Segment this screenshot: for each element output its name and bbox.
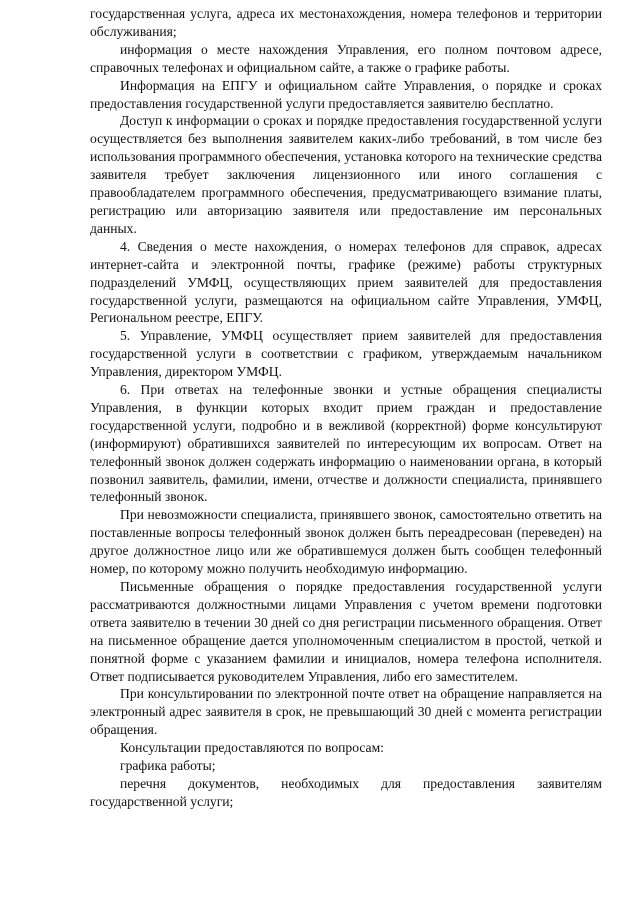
document-page (90, 5, 602, 811)
paragraph-redirect-call: При невозможности специалиста, принявшего звонок, самостоятельно ответить на поставленные вопросы телефонный звонок должен быть переадресован (переведен) на другое должностное лицо или же обратившемуся должен быть сообщен телефонный номер, по которому можно получить необходимую информацию. (90, 507, 602, 577)
paragraph-access-info: Доступ к информации о сроках и порядке предоставления государственной услуги осуществляется без выполнения заявителем каких-либо требований, в том числе без использования программного обеспечения, установка которого на технические средства заявителя требует заключения лицензионного или иного соглашения с правообладателем программного обеспечения, предусматривающего взимание платы, регистрацию или авторизацию заявителя или предоставление им персональных данных. (90, 113, 602, 236)
paragraph-office-info: информация о месте нахождения Управления, его полном почтовом адресе, справочных телефонах и официальном сайте, а также о графике работы. (90, 41, 602, 75)
paragraph-email-consulting: При консультировании по электронной почте ответ на обращение направляется на электронный адрес заявителя в срок, не превышающий 30 дней с момента регистрации обращения. (90, 686, 602, 738)
paragraph-work-schedule: графика работы; (120, 758, 216, 774)
paragraph-item-5: 5. Управление, УМФЦ осуществляет прием заявителей для предоставления государственной услуги в соответствии с графиком, утверждаемым начальником Управления, директором УМФЦ. (90, 328, 602, 380)
paragraph-documents-list: перечня документов, необходимых для предоставления заявителям государственной услуги; (90, 775, 602, 809)
paragraph-item-4: 4. Сведения о месте нахождения, о номерах телефонов для справок, адресах интернет-сайта и электронной почты, графике (режиме) работы структурных подразделений УМФЦ, осуществляющих прием заявителей для предоставления государственной услуги, размещаются на официальном сайте Управления, УМФЦ, Региональном реестре, ЕПГУ. (90, 238, 602, 326)
paragraph-written-requests: Письменные обращения о порядке предоставления государственной услуги рассматриваются должностными лицами Управления с учетом времени подготовки ответа заявителю в течении 30 дней со дня регистрации письменного обращения. Ответ на письменное обращение дается уполномоченным специалистом в простой, четкой и понятной форме с указанием фамилии и инициалов, номера телефона исполнителя. Ответ подписывается руководителем Управления, либо его заместителем. (90, 579, 602, 684)
paragraph-services-addresses: государственная услуга, адреса их местонахождения, номера телефонов и территории обслуживания; (90, 6, 602, 39)
paragraph-item-6: 6. При ответах на телефонные звонки и устные обращения специалисты Управления, в функции которых входит прием граждан и предоставление государственной услуги, подробно и в вежливой (корректной) форме консультируют (информируют) обратившихся заявителей по интересующим их вопросам. Ответ на телефонный звонок должен содержать информацию о наименовании органа, в который позвонил заявитель, фамилии, имени, отчестве и должности специалиста, принявшего телефонный звонок. (90, 382, 602, 505)
paragraph-consult-topics: Консультации предоставляются по вопросам: (120, 740, 384, 756)
paragraph-free-info: Информация на ЕПГУ и официальном сайте Управления, о порядке и сроках предоставления государственной услуги предоставляется заявителю бесплатно. (90, 77, 602, 111)
